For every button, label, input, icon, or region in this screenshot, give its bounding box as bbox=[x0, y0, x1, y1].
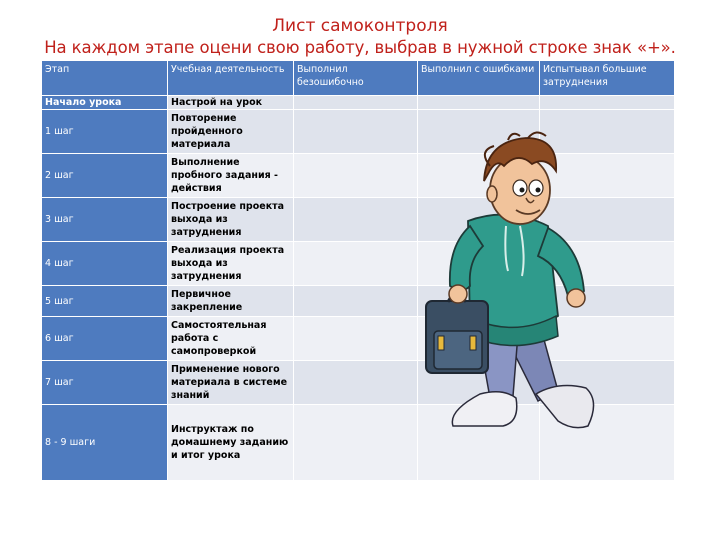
activity-cell: Первичное закрепление bbox=[168, 286, 294, 317]
stage-cell: 8 - 9 шаги bbox=[42, 405, 168, 481]
mark-cell-no-errors[interactable] bbox=[294, 96, 418, 110]
activity-cell: Выполнение пробного задания - действия bbox=[168, 154, 294, 198]
mark-cell-difficulties[interactable] bbox=[540, 96, 675, 110]
stage-cell: 3 шаг bbox=[42, 198, 168, 242]
header-activity: Учебная деятельность bbox=[168, 61, 294, 96]
stage-cell: 1 шаг bbox=[42, 110, 168, 154]
header-no-errors: Выполнил безошибочно bbox=[294, 61, 418, 96]
mark-cell-no-errors[interactable] bbox=[294, 405, 418, 481]
page-instruction: На каждом этапе оцени свою работу, выбрав в нужной строке знак «+». bbox=[44, 38, 676, 57]
student-with-briefcase-icon bbox=[408, 126, 608, 446]
table-row bbox=[42, 96, 675, 110]
header-with-errors: Выполнил с ошибками bbox=[418, 61, 540, 96]
stage-cell: 7 шаг bbox=[42, 361, 168, 405]
page-title: Лист самоконтроля bbox=[272, 16, 448, 36]
stage-cell: 6 шаг bbox=[42, 317, 168, 361]
mark-cell-no-errors[interactable] bbox=[294, 361, 418, 405]
mark-cell-with-errors[interactable] bbox=[418, 96, 540, 110]
activity-cell: Инструктаж по домашнему заданию и итог урока bbox=[168, 405, 294, 481]
activity-cell: Настрой на урок bbox=[168, 96, 294, 110]
mark-cell-no-errors[interactable] bbox=[294, 110, 418, 154]
stage-cell: 4 шаг bbox=[42, 242, 168, 286]
mark-cell-no-errors[interactable] bbox=[294, 317, 418, 361]
activity-cell: Построение проекта выхода из затруднения bbox=[168, 198, 294, 242]
table-header-row bbox=[42, 61, 675, 96]
stage-cell: 2 шаг bbox=[42, 154, 168, 198]
activity-cell: Самостоятельная работа с самопроверкой bbox=[168, 317, 294, 361]
mark-cell-no-errors[interactable] bbox=[294, 242, 418, 286]
activity-cell: Повторение пройденного материала bbox=[168, 110, 294, 154]
activity-cell: Реализация проекта выхода из затруднения bbox=[168, 242, 294, 286]
stage-cell: Начало урока bbox=[42, 96, 168, 110]
mark-cell-no-errors[interactable] bbox=[294, 198, 418, 242]
activity-cell: Применение нового материала в системе знаний bbox=[168, 361, 294, 405]
stage-cell: 5 шаг bbox=[42, 286, 168, 317]
mark-cell-no-errors[interactable] bbox=[294, 154, 418, 198]
mark-cell-no-errors[interactable] bbox=[294, 286, 418, 317]
header-difficulties: Испытывал большие затруднения bbox=[540, 61, 675, 96]
header-stage: Этап bbox=[42, 61, 168, 96]
